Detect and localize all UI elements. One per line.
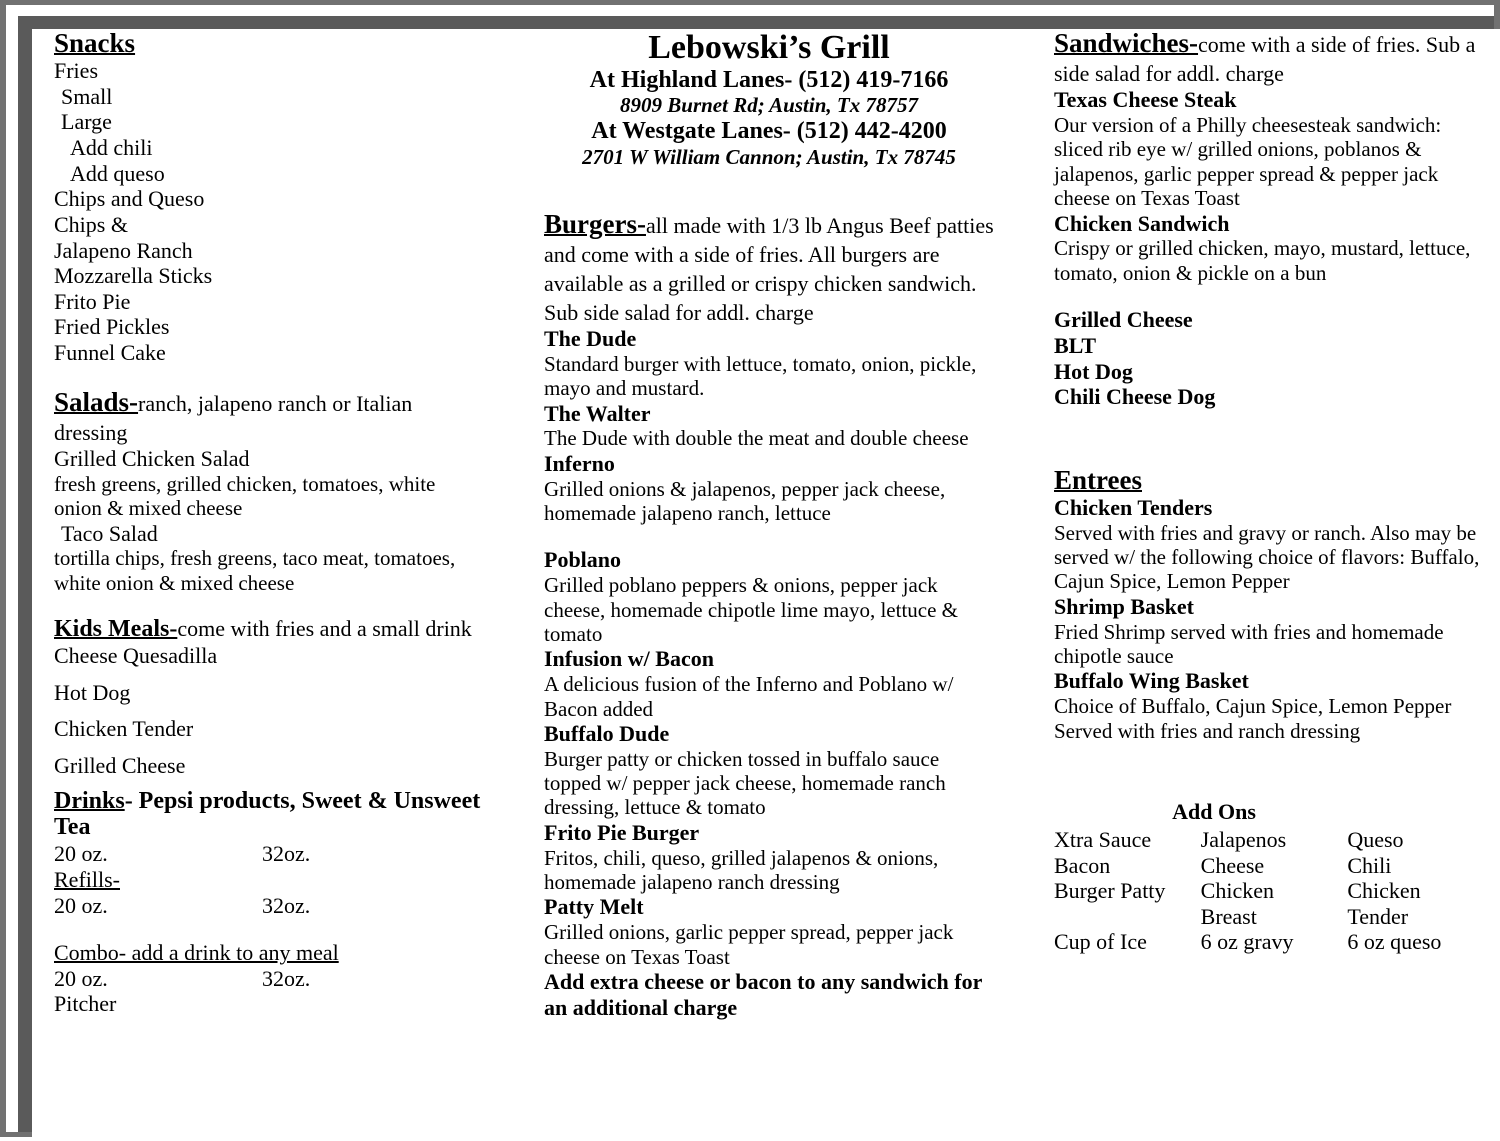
add-on-cell: Jalapenos (1200, 826, 1287, 852)
snack-item-small: Small (61, 83, 113, 109)
spacer (54, 918, 484, 940)
burger-name-the-walter: The Walter (544, 400, 651, 426)
burger-desc-buffalo-dude: Burger patty or chicken tossed in buffalo sauce topped w/ pepper jack cheese, homemade ranch dressing, lettuce & tomato (544, 746, 946, 820)
spacer (544, 525, 994, 547)
refill-size-20oz: 20 oz. (54, 892, 108, 918)
burger-name-patty-melt: Patty Melt (544, 894, 644, 920)
drink-size-20oz: 20 oz. (54, 841, 108, 867)
kids-item-hot-dog: Hot Dog (54, 679, 131, 705)
kids-item-chicken-tender: Chicken Tender (54, 716, 194, 742)
snack-item-mozzarella-sticks: Mozzarella Sticks (54, 263, 213, 289)
table-row (1054, 904, 1494, 930)
add-on-cell: Chicken (1347, 878, 1421, 904)
snack-item-jalapeno-ranch: Jalapeno Ranch (54, 237, 193, 263)
menu-page (32, 29, 1500, 1141)
snack-item-funnel-cake: Funnel Cake (54, 340, 166, 366)
sandwich-desc-chicken-sandwich: Crispy or grilled chicken, mayo, mustard, lettuce, tomato, onion & pickle on a bun (1054, 236, 1471, 285)
add-on-cell: Burger Patty (1054, 878, 1166, 904)
kids-meals-heading-tail: come with fries and a small drink (177, 616, 472, 642)
sandwich-name-texas-cheese-steak: Texas Cheese Steak (1054, 87, 1237, 113)
burgers-footer-note: Add extra cheese or bacon to any sandwich for an additional charge (544, 969, 982, 1020)
section-heading-sandwiches (1054, 29, 1494, 87)
spacer (1054, 743, 1494, 799)
sandwich-name-chicken-sandwich: Chicken Sandwich (1054, 210, 1230, 236)
burger-desc-poblano: Grilled poblano peppers & onions, pepper jack cheese, homemade chipotle lime mayo, lettuce & tomato (544, 573, 959, 646)
refill-size-32oz: 32oz. (262, 892, 311, 918)
section-heading-salads (54, 388, 484, 446)
snack-item-add-chili: Add chili (70, 135, 153, 161)
sandwich-item-chili-cheese-dog: Chili Cheese Dog (1054, 384, 1216, 410)
sandwiches-heading-tail: come with a side of fries. Sub a side salad for addl. charge (1054, 32, 1476, 87)
add-on-cell: Cheese (1200, 852, 1265, 878)
burger-desc-the-dude: Standard burger with lettuce, tomato, onion, pickle, mayo and mustard. (544, 351, 977, 401)
snacks-heading-label: Snacks (54, 29, 136, 58)
add-on-cell: Chicken (1200, 878, 1274, 904)
snack-item-chips-and-queso: Chips and Queso (54, 186, 205, 212)
page-frame-middle (6, 5, 1494, 1132)
add-on-cell: 6 oz gravy (1200, 929, 1294, 955)
location-highland-lanes: At Highland Lanes- (512) 419-7166 (589, 67, 949, 94)
salads-heading-label: Salads- (54, 386, 139, 417)
spacer (544, 170, 994, 210)
burger-desc-the-walter: The Dude with double the meat and double cheese (544, 426, 969, 451)
salad-name-taco-salad: Taco Salad (61, 520, 158, 546)
burger-name-inferno: Inferno (544, 450, 615, 476)
salad-desc-taco-salad: tortilla chips, fresh greens, taco meat, tomatoes, white onion & mixed cheese (54, 546, 456, 595)
entree-name-shrimp-basket: Shrimp Basket (1054, 593, 1194, 619)
kids-item-cheese-quesadilla: Cheese Quesadilla (54, 642, 218, 668)
add-on-cell: Tender (1347, 903, 1409, 929)
add-on-cell: Bacon (1054, 852, 1111, 878)
kids-meals-heading-label: Kids Meals- (54, 616, 178, 643)
burger-desc-patty-melt: Grilled onions, garlic pepper spread, pepper jack cheese on Texas Toast (544, 920, 954, 969)
combo-size-32oz: 32oz. (262, 965, 311, 991)
add-on-cell: Chili (1347, 852, 1392, 878)
address-highland-lanes: 8909 Burnet Rd; Austin, Tx 78757 (620, 93, 918, 118)
section-heading-snacks (54, 29, 484, 58)
burger-name-poblano: Poblano (544, 547, 622, 573)
table-row (1054, 827, 1494, 853)
kids-item-grilled-cheese: Grilled Cheese (54, 752, 186, 778)
add-ons-title: Add Ons (1172, 798, 1256, 824)
snack-item-fried-pickles: Fried Pickles (54, 314, 170, 340)
location-westgate-lanes: At Westgate Lanes- (512) 442-4200 (591, 118, 947, 145)
add-on-cell: 6 oz queso (1347, 929, 1442, 955)
snack-item-frito-pie: Frito Pie (54, 288, 131, 314)
snack-item-large: Large (61, 109, 112, 135)
table-row (1054, 929, 1494, 955)
salad-name-grilled-chicken-salad: Grilled Chicken Salad (54, 445, 250, 471)
entree-desc-buffalo-wing-basket: Choice of Buffalo, Cajun Spice, Lemon Pepper Served with fries and ranch dressing (1054, 694, 1452, 743)
burger-name-infusion-w-bacon: Infusion w/ Bacon (544, 646, 714, 672)
burger-desc-frito-pie-burger: Fritos, chili, queso, grilled jalapenos & onions, homemade jalapeno ranch dressing (544, 845, 939, 895)
entree-desc-chicken-tenders: Served with fries and gravy or ranch. Also may be served w/ the following choice of flavors: Buffalo, Cajun Spice, Lemon Pepper (1054, 520, 1480, 594)
restaurant-title: Lebowski’s Grill (648, 29, 890, 66)
section-heading-entrees (1054, 466, 1494, 495)
burger-desc-inferno: Grilled onions & jalapenos, pepper jack cheese, homemade jalapeno ranch, lettuce (544, 476, 946, 525)
sandwich-item-hot-dog: Hot Dog (1054, 358, 1133, 384)
spacer (1054, 285, 1494, 307)
add-on-cell (1054, 904, 1201, 930)
add-on-cell: Breast (1200, 903, 1257, 929)
drinks-combo-label: Combo- add a drink to any meal (54, 940, 339, 966)
table-row (1054, 878, 1494, 904)
sandwich-item-blt: BLT (1054, 332, 1097, 358)
page-frame-inner (18, 16, 1494, 1132)
burger-name-frito-pie-burger: Frito Pie Burger (544, 819, 700, 845)
drinks-heading-tail: - Pepsi products, Sweet & Unsweet Tea (54, 788, 481, 841)
snack-item-chips-and: Chips & (54, 211, 128, 237)
spacer (54, 742, 484, 753)
burgers-heading-tail: all made with 1/3 lb Angus Beef patties and come with a side of fries. All burgers are available as a grilled or crispy chicken sandwich. Sub side salad for addl. charge (544, 212, 994, 326)
burger-name-buffalo-dude: Buffalo Dude (544, 720, 670, 746)
add-on-cell: Queso (1347, 826, 1404, 852)
drink-size-32oz: 32oz. (262, 841, 311, 867)
drink-price-row-refills (54, 893, 484, 919)
spacer (54, 669, 484, 680)
section-heading-burgers (544, 210, 994, 327)
entree-desc-shrimp-basket: Fried Shrimp served with fries and homemade chipotle sauce (1054, 619, 1444, 668)
column-left (54, 29, 484, 1017)
spacer (1054, 410, 1494, 466)
burgers-heading-label: Burgers- (544, 208, 646, 239)
add-ons-table (1054, 827, 1494, 955)
snack-item-add-queso: Add queso (70, 160, 165, 186)
section-heading-drinks (54, 789, 484, 841)
spacer (54, 366, 484, 388)
spacer (54, 705, 484, 716)
burger-name-the-dude: The Dude (544, 326, 637, 352)
entrees-heading-label: Entrees (1054, 464, 1142, 495)
add-on-cell: Xtra Sauce (1054, 826, 1152, 852)
sandwiches-heading-label: Sandwiches- (1054, 29, 1199, 58)
snack-item-fries: Fries (54, 58, 98, 84)
sandwich-item-grilled-cheese: Grilled Cheese (1054, 307, 1193, 333)
drink-price-row-standard (54, 841, 484, 867)
column-center (544, 29, 994, 1020)
spacer (54, 595, 484, 617)
table-row (1054, 853, 1494, 879)
section-heading-kids-meals (54, 617, 484, 643)
burger-desc-infusion-w-bacon: A delicious fusion of the Inferno and Poblano w/ Bacon added (544, 672, 954, 721)
entree-name-chicken-tenders: Chicken Tenders (1054, 494, 1213, 520)
combo-size-20oz: 20 oz. (54, 965, 108, 991)
entree-name-buffalo-wing-basket: Buffalo Wing Basket (1054, 668, 1249, 694)
drinks-refills-label: Refills- (54, 866, 120, 892)
sandwich-desc-texas-cheese-steak: Our version of a Philly cheesesteak sandwich: sliced rib eye w/ grilled onions, poblanos & jalapenos, garlic pepper spread & pepper jack cheese on Texas Toast (1054, 112, 1442, 211)
salad-desc-grilled-chicken-salad: fresh greens, grilled chicken, tomatoes, white onion & mixed cheese (54, 471, 436, 521)
menu-columns (32, 29, 1500, 1141)
salads-heading-tail: ranch, jalapeno ranch or Italian dressing (54, 390, 413, 445)
drinks-heading-label: Drinks (54, 788, 125, 815)
drink-price-row-combo (54, 966, 484, 992)
address-westgate-lanes: 2701 W William Cannon; Austin, Tx 78745 (582, 144, 956, 169)
drinks-pitcher: Pitcher (54, 991, 117, 1017)
add-on-cell: Cup of Ice (1054, 929, 1147, 955)
column-right (1054, 29, 1494, 955)
